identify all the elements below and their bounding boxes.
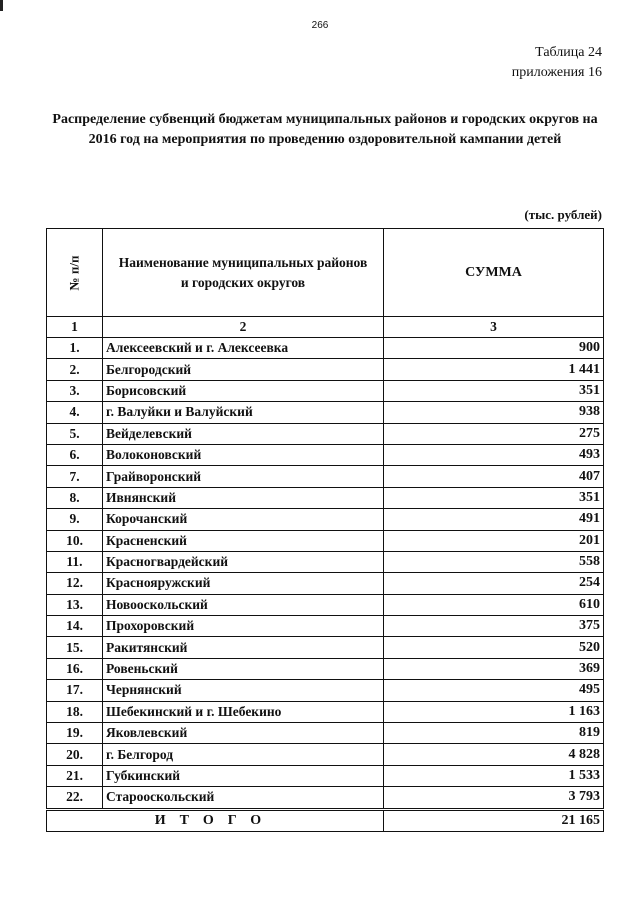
row-number: 16. [47, 658, 103, 679]
document-title: Распределение субвенций бюджетам муниципальных районов и городских округов на 2016 год на мероприятия по проведению оздоровительной кампании детей [52, 112, 598, 147]
table-row [47, 616, 604, 637]
row-district-name: Губкинский [103, 765, 384, 786]
row-number: 5. [47, 423, 103, 444]
row-amount: 1 163 [384, 701, 604, 722]
table-row [47, 594, 604, 615]
table-row [47, 573, 604, 594]
table-row [47, 787, 604, 809]
total-row [47, 809, 604, 831]
row-district-name: Красногвардейский [103, 551, 384, 572]
row-number: 2. [47, 359, 103, 380]
appendix-reference: приложения 16 [511, 65, 602, 80]
table-row [47, 487, 604, 508]
row-amount: 520 [384, 637, 604, 658]
row-amount: 351 [384, 487, 604, 508]
row-number: 22. [47, 787, 103, 809]
row-district-name: Краснояружский [103, 573, 384, 594]
row-number: 3. [47, 380, 103, 401]
row-amount: 610 [384, 594, 604, 615]
row-amount: 1 441 [384, 359, 604, 380]
row-number: 10. [47, 530, 103, 551]
row-district-name: Грайворонский [103, 466, 384, 487]
row-amount: 493 [384, 444, 604, 465]
table-row [47, 380, 604, 401]
header-name-line2: и городских округов [180, 274, 306, 290]
row-amount: 1 533 [384, 765, 604, 786]
table-row [47, 466, 604, 487]
subvention-table [46, 228, 604, 832]
row-amount: 201 [384, 530, 604, 551]
row-amount: 900 [384, 338, 604, 359]
row-district-name: Прохоровский [103, 616, 384, 637]
table-row [47, 551, 604, 572]
table-row [47, 658, 604, 679]
row-amount: 558 [384, 551, 604, 572]
row-district-name: Ивнянский [103, 487, 384, 508]
row-number: 19. [47, 723, 103, 744]
row-district-name: Шебекинский и г. Шебекино [103, 701, 384, 722]
row-district-name: Ракитянский [103, 637, 384, 658]
row-district-name: г. Валуйки и Валуйский [103, 402, 384, 423]
row-amount: 938 [384, 402, 604, 423]
table-row [47, 723, 604, 744]
row-number: 15. [47, 637, 103, 658]
row-district-name: Старооскольский [103, 787, 384, 809]
column-index-row [47, 317, 604, 338]
row-district-name: Вейделевский [103, 423, 384, 444]
row-amount: 3 793 [384, 787, 604, 809]
row-number: 20. [47, 744, 103, 765]
row-amount: 495 [384, 680, 604, 701]
row-amount: 254 [384, 573, 604, 594]
row-number: 21. [47, 765, 103, 786]
row-number: 14. [47, 616, 103, 637]
row-district-name: Яковлевский [103, 723, 384, 744]
row-district-name: Новооскольский [103, 594, 384, 615]
table-row [47, 423, 604, 444]
page-number: 266 [311, 20, 329, 31]
row-number: 1. [47, 338, 103, 359]
table-row [47, 338, 604, 359]
header-number-label: № п/п [66, 255, 82, 290]
row-district-name: Ровеньский [103, 658, 384, 679]
row-number: 9. [47, 509, 103, 530]
row-number: 11. [47, 551, 103, 572]
row-amount: 351 [384, 380, 604, 401]
table-row [47, 530, 604, 551]
table-row [47, 637, 604, 658]
row-amount: 275 [384, 423, 604, 444]
header-number [47, 229, 103, 317]
row-amount: 819 [384, 723, 604, 744]
row-amount: 407 [384, 466, 604, 487]
column-index: 2 [103, 317, 384, 338]
table-row [47, 680, 604, 701]
row-number: 6. [47, 444, 103, 465]
header-name-line1: Наименование муниципальных районов [118, 254, 368, 270]
table-row [47, 359, 604, 380]
row-number: 12. [47, 573, 103, 594]
table-row [47, 701, 604, 722]
table-header-row [47, 229, 604, 317]
header-name [103, 229, 384, 317]
row-amount: 375 [384, 616, 604, 637]
header-sum: СУММА [384, 229, 604, 317]
row-district-name: Корочанский [103, 509, 384, 530]
row-number: 8. [47, 487, 103, 508]
row-district-name: Красненский [103, 530, 384, 551]
total-amount: 21 165 [384, 809, 604, 831]
row-amount: 4 828 [384, 744, 604, 765]
row-district-name: Алексеевский и г. Алексеевка [103, 338, 384, 359]
row-district-name: Волоконовский [103, 444, 384, 465]
table-row [47, 765, 604, 786]
row-district-name: г. Белгород [103, 744, 384, 765]
row-number: 13. [47, 594, 103, 615]
total-label: ИТОГО [47, 809, 384, 831]
row-number: 7. [47, 466, 103, 487]
row-district-name: Чернянский [103, 680, 384, 701]
row-number: 4. [47, 402, 103, 423]
row-amount: 369 [384, 658, 604, 679]
table-row [47, 444, 604, 465]
column-index: 1 [47, 317, 103, 338]
row-district-name: Белгородский [103, 359, 384, 380]
column-index: 3 [384, 317, 604, 338]
table-reference: Таблица 24 [535, 45, 602, 60]
table-row [47, 744, 604, 765]
row-number: 17. [47, 680, 103, 701]
row-number: 18. [47, 701, 103, 722]
units-label: (тыс. рублей) [524, 207, 602, 222]
table-row [47, 402, 604, 423]
row-amount: 491 [384, 509, 604, 530]
table-row [47, 509, 604, 530]
scan-edge-mark [0, 0, 3, 11]
row-district-name: Борисовский [103, 380, 384, 401]
